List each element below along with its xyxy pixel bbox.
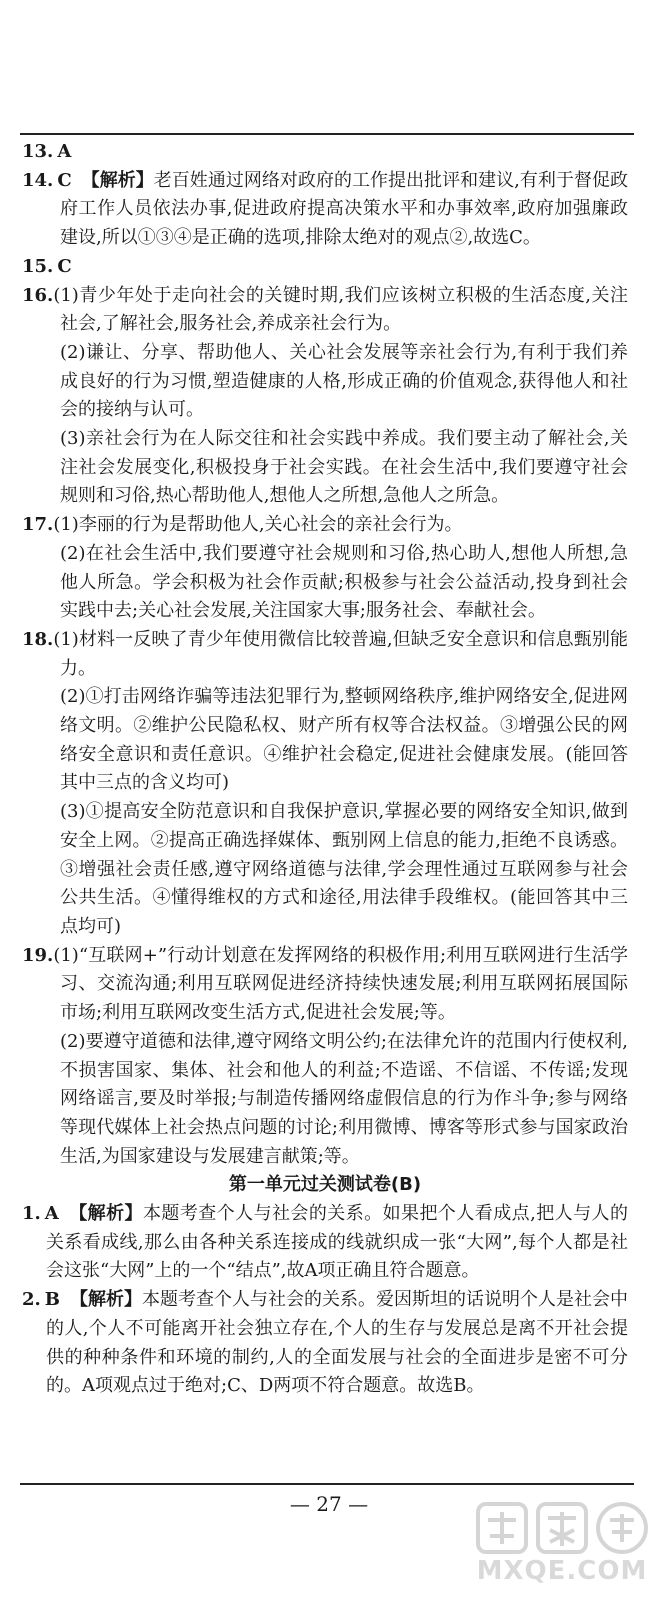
answer-16-part-2: (2)谦让、分享、帮助他人、关心社会发展等亲社会行为,有利于我们养成良好的行为习惯,塑造健康的人格,形成正确的价值观念,获得他人和社会的接纳与认可。 xyxy=(60,341,628,421)
answer-17-part-1: 17.(1)李丽的行为是帮助他人,关心社会的亲社会行为。 xyxy=(22,514,463,536)
answer-13: 13. A xyxy=(22,141,72,162)
top-rule xyxy=(20,133,634,135)
answer-18-part-2: (2)①打击网络诈骗等违法犯罪行为,整顿网络秩序,维护网络安全,促进网络文明。②维护公民隐私权、财产所有权等合法权益。③增强公民的网络安全意识和责任意识。④维护社会稳定,促进社会健康发展。(能回答其中三点的含义均可) xyxy=(60,686,628,794)
watermark-text: MXQE.COM xyxy=(476,1556,648,1586)
analysis-tag: 【解析】 xyxy=(81,169,154,191)
watermark xyxy=(472,1500,652,1595)
answer-b-2: 2. B 【解析】本题考查个人与社会的关系。爱因斯坦的话说明个人是社会中的人,个人不可能离开社会独立存在,个人的生存与发展总是离不开社会提供的种种条件和环境的制约,人的全面发展与社会的全面进步是密不可分的。A项观点过于绝对;C、D两项不符合题意。故选B。 xyxy=(22,1289,629,1397)
page-number: — 27 — xyxy=(289,1492,369,1516)
analysis-tag: 【解析】 xyxy=(70,1289,143,1311)
bottom-rule xyxy=(20,1483,634,1485)
answer-18-part-1: 18.(1)材料一反映了青少年使用微信比较普遍,但缺乏安全意识和信息甄别能力。 xyxy=(22,628,628,679)
answer-15: 15. C xyxy=(22,255,72,277)
answer-16-part-3: (3)亲社会行为在人际交往和社会实践中养成。我们要主动了解社会,关注社会发展变化,积极投身于社会实践。在社会生活中,我们要遵守社会规则和习俗,热心帮助他人,想他人之所想,急他人之所急。 xyxy=(60,428,628,507)
answer-18-part-3: (3)①提高安全防范意识和自我保护意识,掌握必要的网络安全知识,做到安全上网。②提高正确选择媒体、甄别网上信息的能力,拒绝不良诱惑。③增强社会责任感,遵守网络道德与法律,学会理性通过互联网参与社会公共生活。④懂得维权的方式和途径,用法律手段维权。(能回答其中三点均可) xyxy=(60,801,628,937)
answer-19-part-2: (2)要遵守道德和法律,遵守网络文明公约;在法律允许的范围内行使权利,不损害国家、集体、社会和他人的利益;不造谣、不信谣、不传谣;发现网络谣言,要及时举报;与制造传播网络虚假信息的行为作斗争;参与网络等现代媒体上社会热点问题的讨论;利用微博、博客等形式参与国家政治生活,为国家建设与发展建言献策;等。 xyxy=(60,1030,628,1167)
answer-b-1: 1. A 【解析】本题考查个人与社会的关系。如果把个人看成点,把人与人的关系看成线,那么由各种关系连接成的线就织成一张“大网”,每个人都是社会这张“大网”上的一个“结点”,故A项正确且符合题意。 xyxy=(22,1203,628,1282)
section-title: 第一单元过关测试卷(B) xyxy=(228,1174,422,1196)
answer-17-part-2: (2)在社会生活中,我们要遵守社会规则和习俗,热心助人,想他人所想,急他人所急。学会积极为社会作贡献;积极参与社会公益活动,投身到社会实践中去;关心社会发展,关注国家大事;服务社会、奉献社会。 xyxy=(60,542,628,622)
answer-seal-logo-icon xyxy=(472,1500,652,1560)
answer-14: 14. C 【解析】老百姓通过网络对政府的工作提出批评和建议,有利于督促政府工作人员依法办事,促进政府提高决策水平和办事效率,政府加强廉政建设,所以①③④是正确的选项,排除太绝对的观点②,故选C。 xyxy=(22,169,628,249)
answer-16-part-1: 16.(1)青少年处于走向社会的关键时期,我们应该树立积极的生活态度,关注社会,了解社会,服务社会,养成亲社会行为。 xyxy=(22,284,628,335)
answer-content xyxy=(22,138,628,1401)
analysis-tag: 【解析】 xyxy=(68,1203,143,1225)
answer-19-part-1: 19.(1)“互联网+”行动计划意在发挥网络的积极作用;利用互联网进行生活学习、交流沟通;利用互联网促进经济持续快速发展;利用互联网拓展国际市场;利用互联网改变生活方式,促进社会发展;等。 xyxy=(22,944,628,1024)
